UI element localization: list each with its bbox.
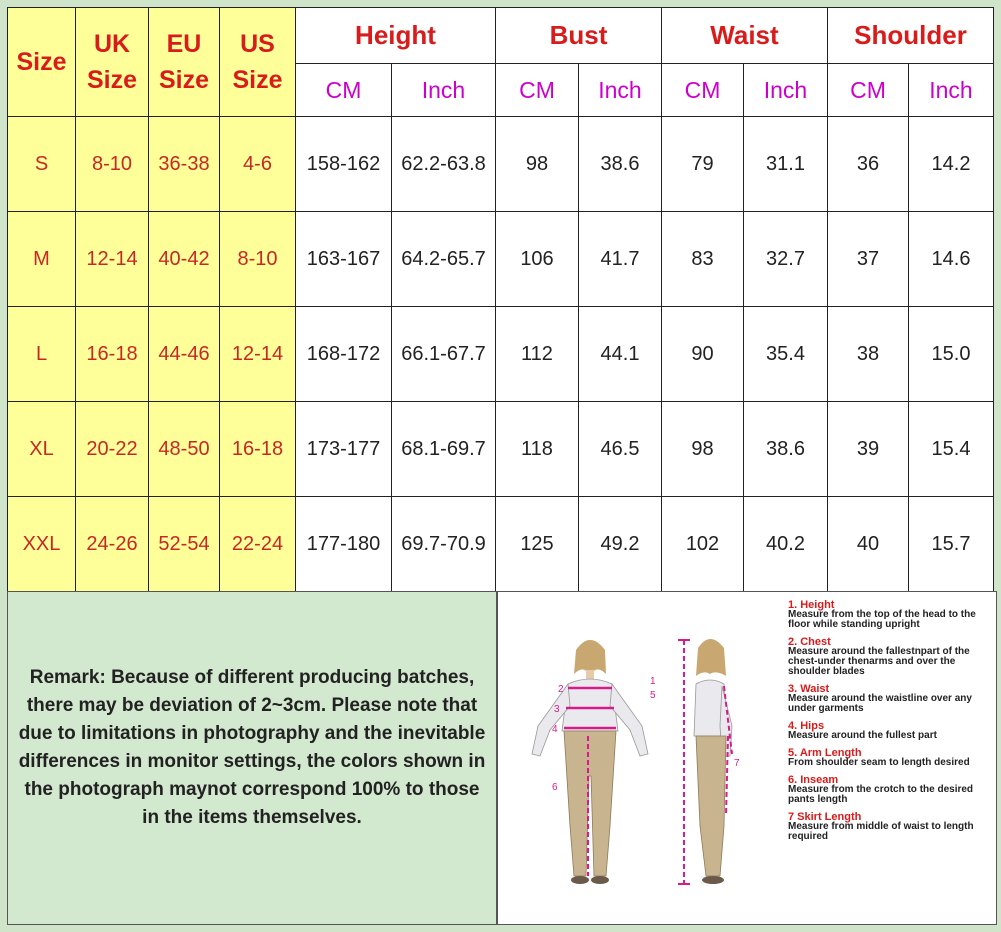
cell-bust-cm: 106 <box>496 212 579 307</box>
note-desc: Measure around the waistline over any under garments <box>788 693 972 714</box>
note-desc: From shoulder seam to length desired <box>788 757 970 768</box>
cell-us: 12-14 <box>220 307 296 402</box>
cell-height-inch: 68.1-69.7 <box>392 402 496 497</box>
figure-label: 1 <box>650 676 656 687</box>
unit-bust-inch: Inch <box>579 64 662 117</box>
unit-waist-cm: CM <box>662 64 744 117</box>
note-waist <box>788 684 993 714</box>
note-desc: Measure from the crotch to the desired pants length <box>788 784 974 805</box>
cell-uk: 20-22 <box>76 402 149 497</box>
cell-eu: 40-42 <box>149 212 220 307</box>
measurement-notes <box>788 600 993 849</box>
note-desc: Measure from middle of waist to length required <box>788 821 974 842</box>
note-title: 5. Arm Length <box>788 747 862 759</box>
cell-us: 4-6 <box>220 117 296 212</box>
cell-height-cm: 163-167 <box>296 212 392 307</box>
bottom-section <box>7 591 997 927</box>
cell-bust-inch: 46.5 <box>579 402 662 497</box>
cell-waist-cm: 102 <box>662 497 744 592</box>
side-figure-illustration <box>678 639 732 884</box>
figure-label: 7 <box>734 758 740 769</box>
cell-eu: 52-54 <box>149 497 220 592</box>
cell-us: 8-10 <box>220 212 296 307</box>
size-table <box>7 7 994 592</box>
note-height <box>788 600 993 630</box>
cell-bust-cm: 112 <box>496 307 579 402</box>
figure-label: 2 <box>558 684 564 695</box>
cell-bust-cm: 125 <box>496 497 579 592</box>
header-eu-size: EU Size <box>149 8 220 117</box>
header-height: Height <box>296 8 496 64</box>
cell-eu: 48-50 <box>149 402 220 497</box>
cell-shoulder-inch: 14.2 <box>909 117 994 212</box>
table-row <box>8 212 994 307</box>
remark-text: Remark: Because of different producing batches, there may be deviation of 2~3cm. Please note that due to limitations in photography and the inevitable differences in monitor settings, the colors shown in the photograph maynot correspond 100% to those in the items themselves. <box>18 667 486 828</box>
cell-shoulder-cm: 37 <box>828 212 909 307</box>
cell-eu: 44-46 <box>149 307 220 402</box>
cell-bust-inch: 41.7 <box>579 212 662 307</box>
table-row <box>8 402 994 497</box>
note-title: 3. Waist <box>788 683 830 695</box>
note-desc: Measure from the top of the head to the floor while standing upright <box>788 609 976 630</box>
cell-waist-inch: 38.6 <box>744 402 828 497</box>
cell-waist-inch: 31.1 <box>744 117 828 212</box>
cell-height-cm: 168-172 <box>296 307 392 402</box>
header-uk-size: UK Size <box>76 8 149 117</box>
cell-uk: 12-14 <box>76 212 149 307</box>
cell-bust-inch: 49.2 <box>579 497 662 592</box>
unit-height-inch: Inch <box>392 64 496 117</box>
cell-waist-cm: 98 <box>662 402 744 497</box>
note-chest <box>788 637 993 677</box>
table-row <box>8 117 994 212</box>
cell-us: 22-24 <box>220 497 296 592</box>
cell-bust-inch: 38.6 <box>579 117 662 212</box>
measurement-figures <box>510 626 770 926</box>
cell-shoulder-inch: 14.6 <box>909 212 994 307</box>
cell-waist-cm: 83 <box>662 212 744 307</box>
cell-uk: 16-18 <box>76 307 149 402</box>
cell-waist-inch: 40.2 <box>744 497 828 592</box>
note-title: 6. Inseam <box>788 774 839 786</box>
cell-uk: 24-26 <box>76 497 149 592</box>
cell-height-cm: 173-177 <box>296 402 392 497</box>
cell-shoulder-cm: 38 <box>828 307 909 402</box>
note-desc: Measure around the fallestnpart of the chest-under thenarms and over the shoulder blades <box>788 646 970 677</box>
cell-waist-inch: 32.7 <box>744 212 828 307</box>
cell-bust-cm: 98 <box>496 117 579 212</box>
cell-eu: 36-38 <box>149 117 220 212</box>
cell-us: 16-18 <box>220 402 296 497</box>
header-us-size: US Size <box>220 8 296 117</box>
cell-waist-cm: 79 <box>662 117 744 212</box>
header-shoulder: Shoulder <box>828 8 994 64</box>
cell-size: L <box>8 307 76 402</box>
note-desc: Measure around the fullest part <box>788 730 937 741</box>
unit-shoulder-cm: CM <box>828 64 909 117</box>
cell-size: S <box>8 117 76 212</box>
cell-uk: 8-10 <box>76 117 149 212</box>
cell-shoulder-inch: 15.0 <box>909 307 994 402</box>
note-skirt-length <box>788 812 993 842</box>
cell-height-cm: 158-162 <box>296 117 392 212</box>
cell-waist-inch: 35.4 <box>744 307 828 402</box>
table-row <box>8 307 994 402</box>
cell-height-inch: 69.7-70.9 <box>392 497 496 592</box>
header-bust: Bust <box>496 8 662 64</box>
cell-height-cm: 177-180 <box>296 497 392 592</box>
header-size: Size <box>8 8 76 117</box>
figure-label: 3 <box>554 704 560 715</box>
note-hips <box>788 721 993 741</box>
cell-waist-cm: 90 <box>662 307 744 402</box>
header-waist: Waist <box>662 8 828 64</box>
unit-waist-inch: Inch <box>744 64 828 117</box>
cell-size: XL <box>8 402 76 497</box>
table-row <box>8 497 994 592</box>
note-title: 4. Hips <box>788 720 825 732</box>
front-figure-illustration <box>532 640 648 884</box>
cell-shoulder-inch: 15.4 <box>909 402 994 497</box>
note-arm-length <box>788 748 993 768</box>
remark-box <box>7 591 497 925</box>
cell-height-inch: 62.2-63.8 <box>392 117 496 212</box>
cell-shoulder-cm: 40 <box>828 497 909 592</box>
cell-height-inch: 64.2-65.7 <box>392 212 496 307</box>
unit-height-cm: CM <box>296 64 392 117</box>
figure-label: 6 <box>552 782 558 793</box>
cell-size: M <box>8 212 76 307</box>
note-title: 7 Skirt Length <box>788 811 862 823</box>
cell-bust-inch: 44.1 <box>579 307 662 402</box>
note-inseam <box>788 775 993 805</box>
cell-bust-cm: 118 <box>496 402 579 497</box>
unit-shoulder-inch: Inch <box>909 64 994 117</box>
cell-shoulder-cm: 36 <box>828 117 909 212</box>
cell-shoulder-cm: 39 <box>828 402 909 497</box>
unit-bust-cm: CM <box>496 64 579 117</box>
cell-size: XXL <box>8 497 76 592</box>
figure-label: 4 <box>552 724 558 735</box>
cell-shoulder-inch: 15.7 <box>909 497 994 592</box>
note-title: 2. Chest <box>788 636 831 648</box>
measurement-guide <box>497 591 997 925</box>
cell-height-inch: 66.1-67.7 <box>392 307 496 402</box>
figure-label: 5 <box>650 690 656 701</box>
note-title: 1. Height <box>788 599 835 611</box>
